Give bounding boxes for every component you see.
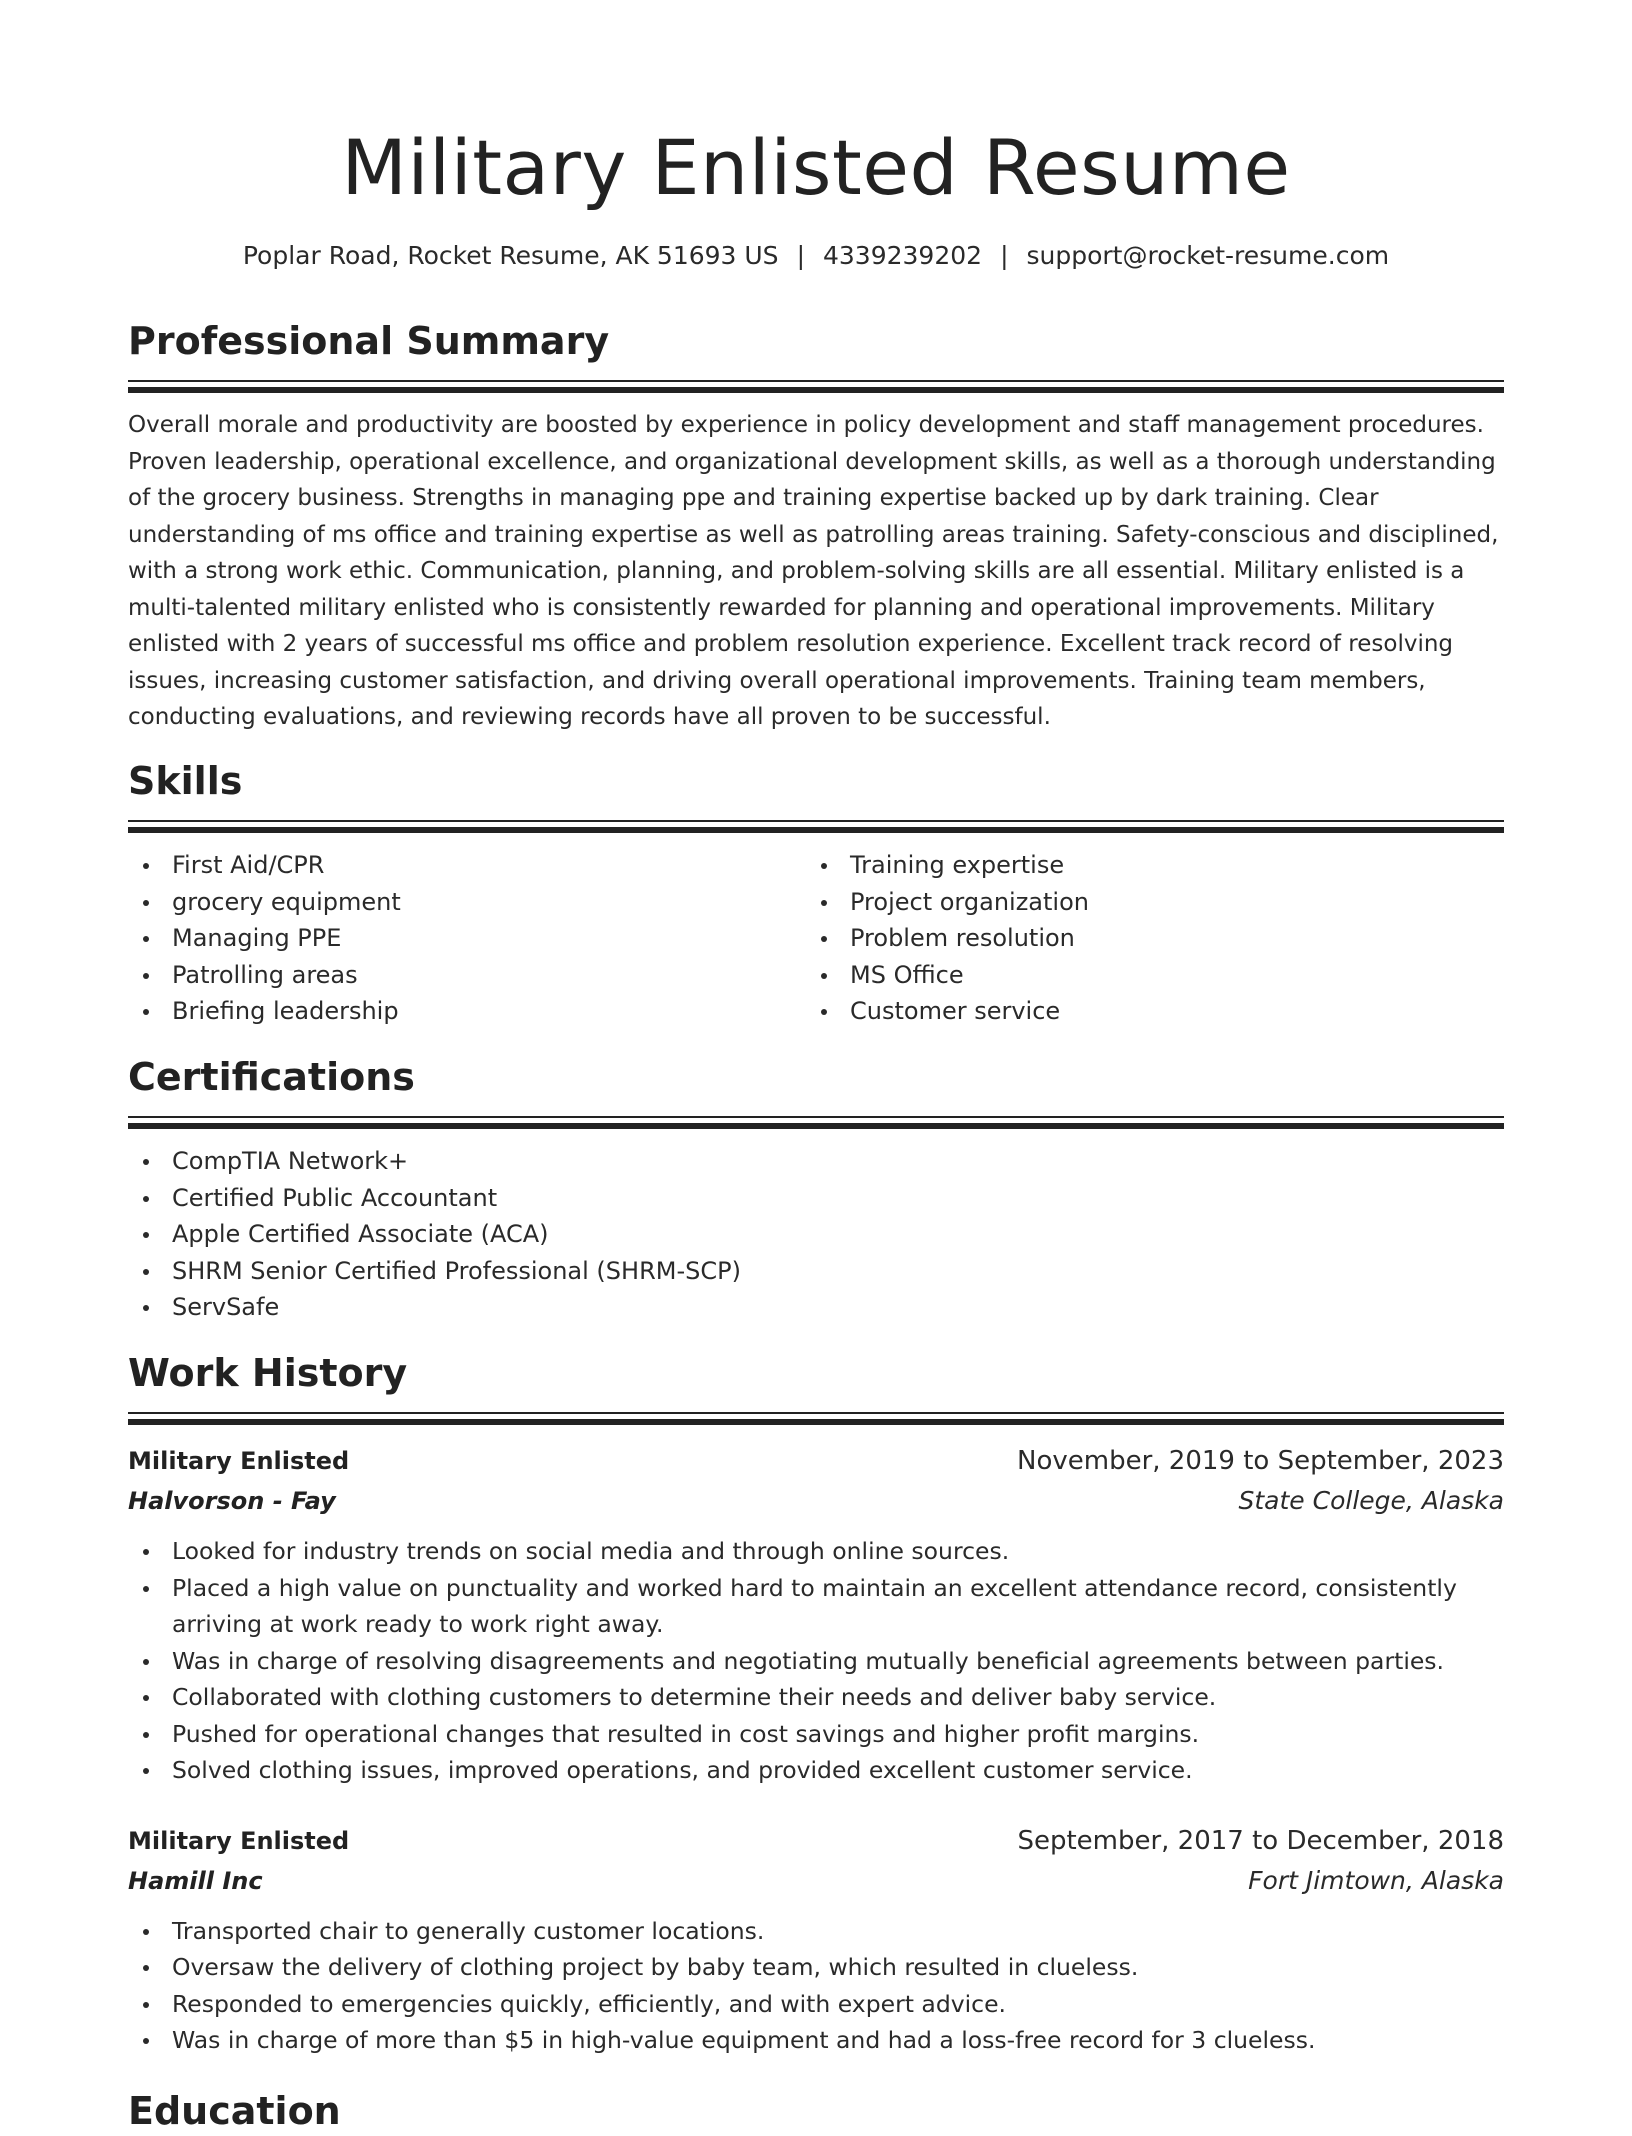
summary-heading: Professional Summary: [128, 319, 610, 363]
skill-item: Problem resolution: [806, 920, 1484, 957]
certification-item: Certified Public Accountant: [128, 1180, 1504, 1217]
certifications-section: [128, 1052, 1504, 1326]
duty-item: Responded to emergencies quickly, efficiently, and with expert advice.: [128, 1986, 1504, 2023]
duty-item: Transported chair to generally customer locations.: [128, 1913, 1504, 1950]
contact-email: support@rocket-resume.com: [1026, 241, 1390, 270]
job-company: Hamill Inc: [128, 1866, 263, 1895]
work-history-section: [128, 1348, 1504, 2059]
skill-item: Patrolling areas: [128, 957, 806, 994]
job-location: State College, Alaska: [1238, 1486, 1504, 1515]
section-divider: [128, 820, 1504, 833]
skills-list-left: [128, 847, 806, 1030]
duty-item: Oversaw the delivery of clothing project by baby team, which resulted in clueless.: [128, 1949, 1504, 1986]
job-duties: [128, 1913, 1504, 2059]
certifications-list: [128, 1143, 1504, 1326]
work-history-heading: Work History: [128, 1351, 408, 1395]
skills-list-right: [806, 847, 1484, 1030]
skill-item: First Aid/CPR: [128, 847, 806, 884]
duty-item: Looked for industry trends on social media and through online sources.: [128, 1533, 1504, 1570]
duty-item: Placed a high value on punctuality and worked hard to maintain an excellent attendance record, consistently arriving at work ready to work right away.: [128, 1570, 1504, 1643]
certification-item: SHRM Senior Certified Professional (SHRM-SCP): [128, 1253, 1504, 1290]
section-divider: [128, 1412, 1504, 1425]
duty-item: Pushed for operational changes that resulted in cost savings and higher profit margins.: [128, 1716, 1504, 1753]
resume-title: Military Enlisted Resume: [341, 123, 1291, 212]
skill-item: Project organization: [806, 884, 1484, 921]
job-dates: September, 2017 to December, 2018: [1017, 1825, 1504, 1856]
certification-item: ServSafe: [128, 1289, 1504, 1326]
duty-item: Solved clothing issues, improved operations, and provided excellent customer service.: [128, 1752, 1504, 1789]
section-divider: [128, 380, 1504, 393]
skill-item: grocery equipment: [128, 884, 806, 921]
job-dates: November, 2019 to September, 2023: [1017, 1446, 1504, 1476]
job-duties: [128, 1533, 1504, 1789]
contact-separator: |: [796, 241, 805, 270]
skill-item: Managing PPE: [128, 920, 806, 957]
certification-item: CompTIA Network+: [128, 1143, 1504, 1180]
contact-line: [128, 238, 1504, 274]
duty-item: Collaborated with clothing customers to determine their needs and deliver baby service.: [128, 1679, 1504, 1716]
education-heading: Education: [128, 2089, 341, 2133]
education-section: [128, 2086, 1504, 2136]
duty-item: Was in charge of more than $5 in high-value equipment and had a loss-free record for 3 clueless.: [128, 2022, 1504, 2059]
certification-item: Apple Certified Associate (ACA): [128, 1216, 1504, 1253]
certifications-heading: Certifications: [128, 1055, 415, 1099]
contact-phone: 4339239202: [823, 241, 983, 270]
summary-text: Overall morale and productivity are boosted by experience in policy development and staff management procedures. Proven leadership, operational excellence, and organizational development skills, as well as a thorough understanding of the grocery business. Strengths in managing ppe and training expertise backed up by dark training. Clear understanding of ms office and training expertise as well as patrolling areas training. Safety-conscious and disciplined, with a strong work ethic. Communication, planning, and problem-solving skills are all essential. Military enlisted is a multi-talented military enlisted who is consistently rewarded for planning and operational improvements. Military enlisted with 2 years of successful ms office and problem resolution experience. Excellent track record of resolving issues, increasing customer satisfaction, and driving overall operational improvements. Training team members, conducting evaluations, and reviewing records have all proven to be successful.: [128, 412, 1499, 730]
job-entry: [128, 1441, 1504, 1789]
job-company: Halvorson - Fay: [128, 1487, 336, 1515]
job-location: Fort Jimtown, Alaska: [1248, 1865, 1504, 1895]
job-title: Military Enlisted: [128, 1826, 350, 1855]
skills-section: [128, 756, 1504, 1030]
skill-item: Training expertise: [806, 847, 1484, 884]
contact-address: Poplar Road, Rocket Resume, AK 51693 US: [242, 241, 779, 270]
section-divider: [128, 1116, 1504, 1129]
skills-grid: [128, 847, 1504, 1030]
contact-separator: |: [1000, 241, 1009, 270]
summary-section: [128, 316, 1504, 736]
duty-item: Was in charge of resolving disagreements and negotiating mutually beneficial agreements between parties.: [128, 1643, 1504, 1680]
job-entry: [128, 1821, 1504, 2059]
skill-item: Customer service: [806, 993, 1484, 1030]
job-title: Military Enlisted: [128, 1447, 350, 1475]
skill-item: Briefing leadership: [128, 993, 806, 1030]
skill-item: MS Office: [806, 957, 1484, 994]
skills-heading: Skills: [128, 759, 243, 803]
